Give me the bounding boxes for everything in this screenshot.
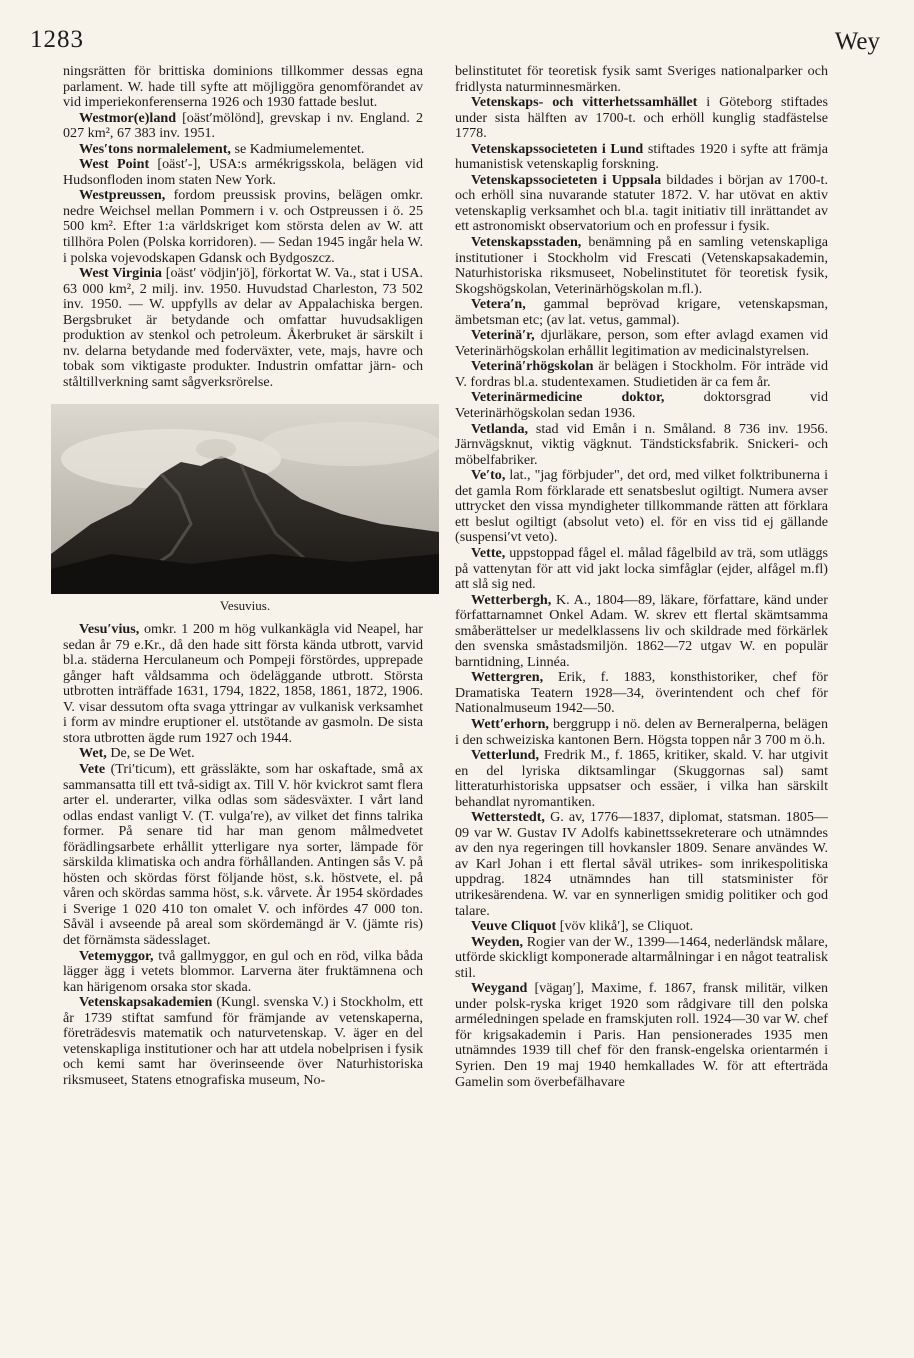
dictionary-entry (455, 142, 828, 173)
dictionary-entry (455, 919, 828, 935)
dictionary-entry (63, 64, 423, 111)
entry-text: är belägen i Stockholm. För inträde vid V. fordras bl.a. studentexamen. Studietiden är ca fem år. (455, 358, 828, 390)
entry-text: stad vid Emån i n. Småland. 8 736 inv. 1956. Järnvägsknut, viktig vägknut. Tändsticksfabrik. Snickeri- och möbelfabriker. (455, 420, 828, 468)
dictionary-entry (63, 622, 423, 746)
dictionary-entry (455, 717, 828, 748)
dictionary-entry (455, 810, 828, 919)
entry-text: ningsrätten för brittiska dominions tillkommer dessas egna parlament. W. hade till syfte att möjliggöra genomförandet av vid imperiekonferenserna 1926 och 1930 fattade beslut. (63, 63, 423, 111)
entry-text: [oäst′ vödjin′jö], förkortat W. Va., stat i USA. 63 000 km², 2 milj. inv. 1950. Huvudstad Charleston, 73 502 inv. 1950. — W. uppfylls av delar av Appalachiska bergen. Bergsbruket är betydande och omfattar huvudsakligen produktion av stenkol och petroleum. Åkerbruket är särskilt i nv. delarna betydande med foderväxter, vete, majs, havre och tobak som viktigaste produkter. Industrin omfattar järn- och ståltillverkning samt sågverksrörelse. (63, 265, 424, 390)
entry-text: [oäst′-], USA:s armékrigsskola, belägen vid Hudsonfloden inom staten New York. (63, 156, 423, 188)
entry-text: (Tri′ticum), ett grässläkte, som har oskaftade, små ax sammansatta till ett två-sidigt ax. Till V. hör kvickrot samt flera arter el. underarter, vilka odlas som sädesväxter. I vårt land odlas endast vanligt V. (T. vulga′re), av vilket det finns talrika former. På senare tid har man genom målmedvetet förädlingsarbete erhållit ytterligare nya sorter, lämpade för särskilda klimatiska och andra förhållanden. Antingen sås V. på hösten och skördas först följande höst, s.k. höstvete, el. på våren och skördas samma höst, s.k. vårvete. År 1954 skördades i Sverige 1 020 410 ton omalet V. och infördes 47 000 ton. Såväl i avseende på areal som skördemängd är V. (jämte ris) det förnämsta sädesslaget. (63, 760, 423, 948)
dictionary-entry (63, 111, 423, 142)
entry-text: Fredrik M., f. 1865, kritiker, skald. V. har utgivit en del lyriska diktsamlingar (Skuggornas sal) samt litteraturhistoriska uppsatser och essäer, i vilka han särskilt behandlat nyromantiken. (455, 747, 828, 810)
entry-headword: Weygand (471, 980, 528, 997)
entry-headword: Wes′tons normalelement, (79, 140, 231, 157)
entry-headword: Ve′to, (471, 467, 506, 484)
dictionary-entry (455, 328, 828, 359)
entry-headword: Westmor(e)land (79, 109, 177, 126)
entry-text: K. A., 1804—89, läkare, författare, känd under författarnamnet Onkel Adam. W. skrev ett flertal skämtsamma småberättelser ur medelklassens liv och skildrade med förkärlek den svenska småstadsmiljön. 1862—72 utgav W. en populär barntidning, Linnéa. (455, 591, 828, 670)
dictionary-entry (63, 157, 423, 188)
dictionary-entry (455, 64, 828, 95)
left-entries-bottom (63, 622, 423, 1088)
entry-headword: Veterinä′rhögskolan (471, 358, 594, 375)
entry-headword: Vesu′vius, (79, 621, 140, 638)
dictionary-entry (63, 142, 423, 158)
entry-headword: Vetera′n, (471, 296, 526, 313)
entry-text: [oäst′mölönd], grevskap i nv. England. 2 027 km², 67 383 inv. 1951. (63, 109, 423, 142)
entry-text: i Göteborg stiftades under sista hälften av 1700-t. och erhöll kunglig stadfästelse 1778. (455, 94, 828, 142)
dictionary-entry (455, 546, 828, 593)
running-head: Wey (834, 28, 880, 55)
dictionary-entry (63, 995, 423, 1088)
dictionary-entry (63, 949, 423, 996)
entry-headword: West Point (79, 156, 150, 173)
entry-headword: Vete (79, 760, 106, 777)
entry-text: [vägaŋ′], Maxime, f. 1867, fransk militär, vilken under polsk-ryska kriget 1920 som rådgivare till den polska arméledningen spelade en framskjuten roll. 1924—30 var W. chef för krigsakademin i Paris. Han pensionerades 1935 men utnämndes 1939 till chef för den fransk-engelska orientarmén i Syrien. Den 19 maj 1940 hemkallades W. för att efterträda Gamelin som överbefälhavare (455, 980, 828, 1090)
entry-headword: Wett′erhorn, (471, 715, 549, 732)
entry-text: lat., "jag förbjuder", det ord, med vilket folktribunerna i det gamla Rom förklarade ett senatsbeslut ogiltigt. Numera avser uttrycket den vissa myndigheter tillkommande rätten att förklara ett beslut ogiltigt (absolut veto) el. för en viss tid ej gällande (suspensi′vt veto). (455, 467, 828, 546)
entry-text: fordom preussisk provins, belägen omkr. nedre Weichsel mellan Pommern i v. och Ostpreussen i ö. 25 500 km². Efter 1:a världskriget kom största delen av W. att tillhöra Polen (Polska korridoren). — Sedan 1945 ingår hela W. i polska vojevodskapen Gdansk och Bydgoszcz. (63, 187, 423, 266)
dictionary-entry (455, 748, 828, 810)
dictionary-entry (455, 297, 828, 328)
dictionary-entry (63, 188, 423, 266)
entry-headword: Vetlanda, (471, 420, 529, 437)
entry-text: belinstitutet för teoretisk fysik samt Sveriges nationalparker och fridlysta naturminnesmärken. (455, 63, 828, 95)
entry-headword: Vetenskapssocieteten i Lund (471, 140, 644, 157)
entry-text: Rogier van der W., 1399—1464, nederländsk målare, utförde skickligt komponerade altarmålningar i en något teatralisk stil. (455, 933, 828, 981)
entry-headword: Westpreussen, (79, 187, 166, 204)
entry-headword: Veterinä′r, (471, 327, 535, 344)
entry-text: djurläkare, person, som efter avlagd examen vid Veterinärhögskolan erhållit legitimation av medicinalstyrelsen. (455, 327, 828, 359)
dictionary-entry (455, 981, 828, 1090)
entry-headword: Vetenskapsakademien (79, 994, 213, 1011)
entry-text: bildades i början av 1700-t. och erhöll sina nuvarande statuter 1872. V. har utövat en aktiv vetenskaplig verksamhet och bl.a. tagit initiativ till inrättandet av ett astronomiskt observatorium och en professur i fysik. (455, 171, 828, 235)
entry-text: G. av, 1776—1837, diplomat, statsman. 1805—09 var W. Gustav IV Adolfs kabinettssekreterare och utnämndes av den nya regeringen till hovkansler 1809. Senare användes W. av Karl Johan i ett flertal såväl utrikes- som inrikespolitiska uppdrag. 1824 utnämndes han till statsminister för utrikesärendena. W. var en synnerligen smidig politiker och god talare. (455, 809, 828, 919)
dictionary-entry (455, 670, 828, 717)
dictionary-entry (63, 266, 423, 390)
entry-text: (Kungl. svenska V.) i Stockholm, ett år 1739 stiftat samfund för främjande av vetenskaperna, företrädesvis matematik och naturvetenskap. V. äger en del vetenskapliga institutioner och har att utdela nobelprisen i fysik och kemi samt har överinseende över Naturhistoriska riksmuseet, Statens etnografiska museum, No- (63, 994, 423, 1088)
entry-headword: Veuve Cliquot (471, 918, 557, 935)
entry-text: omkr. 1 200 m hög vulkankägla vid Neapel, har sedan år 79 e.Kr., då den hade sitt första kända utbrott, varvid bl.a. städerna Herculaneum och Pompeji förstördes, upprepade gånger haft våldsamma och ödeläggande utbrott. Största utbrotten inträffade 1631, 1794, 1822, 1858, 1861, 1872, 1906. V. visar dessutom ofta svaga yttringar av vulkanisk verksamhet i form av mindre eruptioner el. utstötande av gasmoln. De sista stora utbrotten ägde rum 1927 och 1944. (63, 621, 423, 746)
entry-headword: Vetenskaps- och vitterhetssamhället (471, 94, 698, 111)
vesuvius-photo (51, 404, 439, 594)
entry-headword: Vetemyggor, (79, 947, 154, 964)
dictionary-entry (455, 390, 828, 421)
entry-headword: Weyden, (471, 933, 524, 950)
entry-text: se Kadmiumelementet. (230, 140, 365, 157)
entry-text: [vöv klikå′], se Cliquot. (556, 918, 694, 935)
entry-headword: West Virginia (79, 265, 162, 282)
dictionary-entry (455, 359, 828, 390)
entry-text: uppstoppad fågel el. målad fågelbild av trä, som utläggs på vattenytan för att vid jakt locka simfåglar (ejder, alfågel m.fl) att slå sig ned. (455, 544, 828, 593)
entry-text: doktorsgrad vid Veterinärhögskolan sedan 1936. (455, 389, 828, 422)
entry-text: två gallmyggor, en gul och en röd, vilka båda lägger ägg i vetets blommor. Larverna äter fruktämnena och kan härigenom orsaka stor skada. (63, 947, 423, 995)
left-column (63, 64, 423, 1088)
entry-text: gammal beprövad krigare, vetenskapsman, ämbetsman etc; (av lat. vetus, gammal). (455, 296, 828, 328)
entry-text: benämning på en samling vetenskapliga institutioner i Stockholm vid Frescati (Vetenskapsakademin, Naturhistoriska riksmuseet, Nobelinstitutet för teoretisk fysik, Skogshögskolan, Veterinärhögskolan m.fl.). (455, 234, 828, 297)
dictionary-entry (455, 468, 828, 546)
dictionary-entry (455, 95, 828, 142)
entry-headword: Vetterlund, (471, 747, 539, 764)
dictionary-entry (63, 762, 423, 949)
entry-headword: Wetterbergh, (471, 591, 552, 608)
dictionary-entry (455, 593, 828, 671)
left-entries-top (63, 64, 423, 390)
figure-caption: Vesuvius. (219, 598, 271, 614)
volcano-illustration (51, 404, 439, 594)
entry-headword: Wettergren, (471, 669, 544, 686)
dictionary-entry (63, 746, 423, 762)
entry-headword: Vetenskapssocieteten i Uppsala (471, 171, 662, 188)
right-column (455, 64, 828, 1090)
dictionary-entry (455, 173, 828, 235)
right-entries (455, 64, 828, 1090)
entry-text: De, se De Wet. (106, 745, 195, 762)
entry-headword: Wetterstedt, (471, 809, 545, 826)
entry-headword: Wet, (79, 745, 107, 762)
entry-headword: Vette, (471, 544, 506, 561)
page-number: 1283 (30, 26, 84, 53)
dictionary-entry (455, 935, 828, 982)
dictionary-entry (455, 235, 828, 297)
dictionary-entry (455, 422, 828, 469)
entry-text: stiftades 1920 i syfte att främja humanistisk vetenskaplig forskning. (455, 140, 828, 173)
entry-text: berggrupp i nö. delen av Berneralperna, belägen i den schweiziska kantonen Bern. Högsta toppen når 3 700 m ö.h. (455, 715, 828, 748)
entry-text: Erik, f. 1883, konsthistoriker, chef för Dramatiska Teatern 1928—34, överintendent och chef för Nationalmuseum 1942—50. (455, 669, 828, 717)
vesuvius-figure (51, 404, 439, 614)
entry-headword: Veterinärmedicine doktor, (471, 389, 665, 406)
entry-headword: Vetenskapsstaden, (471, 234, 582, 251)
